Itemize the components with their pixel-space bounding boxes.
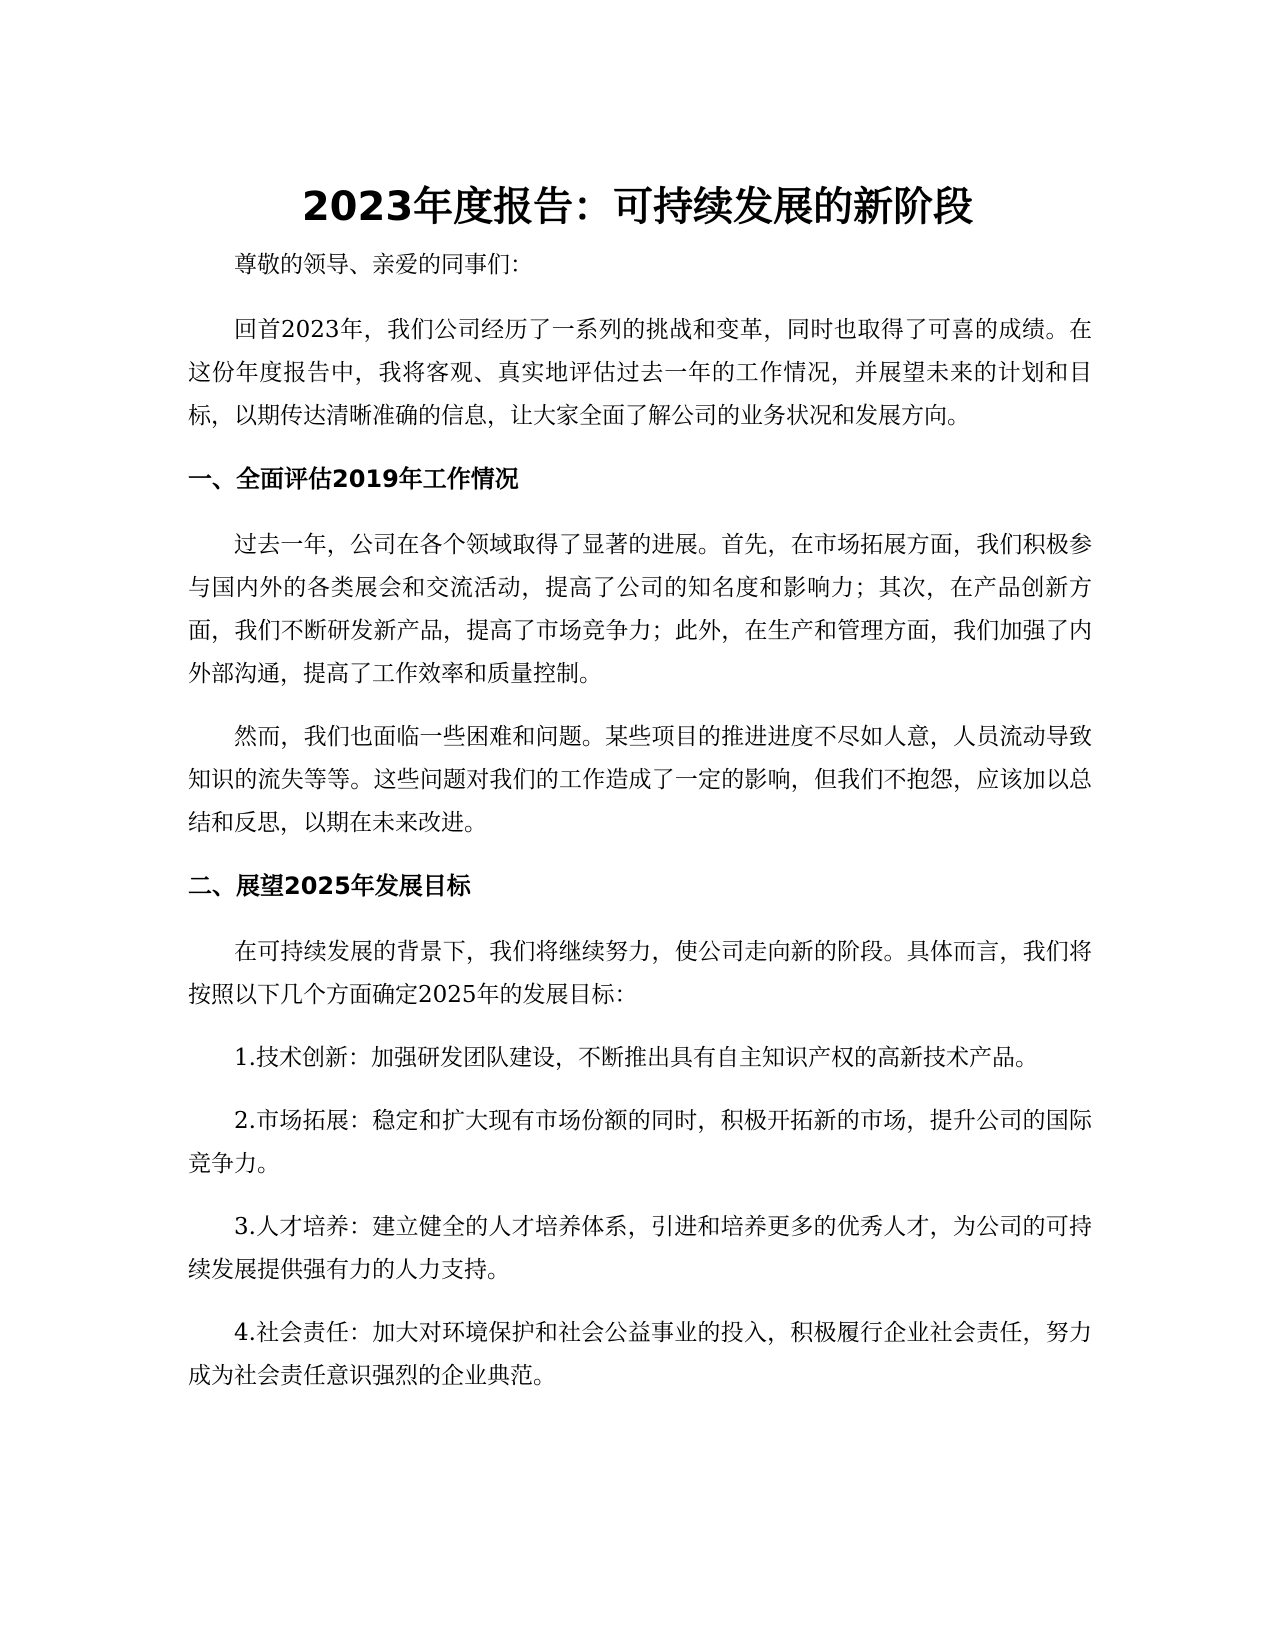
intro-paragraph: 回首2023年，我们公司经历了一系列的挑战和变革，同时也取得了可喜的成绩。在这份年度报告中，我将客观、真实地评估过去一年的工作情况，并展望未来的计划和目标，以期传达清晰准确的信息，让大家全面了解公司的业务状况和发展方向。: [188, 317, 1092, 429]
section-2-intro: 在可持续发展的背景下，我们将继续努力，使公司走向新的阶段。具体而言，我们将按照以下几个方面确定2025年的发展目标：: [188, 939, 1092, 1008]
goal-item: 2.市场拓展：稳定和扩大现有市场份额的同时，积极开拓新的市场，提升公司的国际竞争力。: [188, 1108, 1092, 1177]
section-2-heading: 二、展望2025年发展目标: [188, 872, 471, 900]
goal-item: 1.技术创新：加强研发团队建设，不断推出具有自主知识产权的高新技术产品。: [234, 1045, 1038, 1071]
section-1-paragraph: 然而，我们也面临一些困难和问题。某些项目的推进进度不尽如人意，人员流动导致知识的流失等等。这些问题对我们的工作造成了一定的影响，但我们不抱怨，应该加以总结和反思，以期在未来改进。: [188, 724, 1092, 836]
section-1-paragraph: 过去一年，公司在各个领域取得了显著的进展。首先，在市场拓展方面，我们积极参与国内外的各类展会和交流活动，提高了公司的知名度和影响力；其次，在产品创新方面，我们不断研发新产品，提高了市场竞争力；此外，在生产和管理方面，我们加强了内外部沟通，提高了工作效率和质量控制。: [188, 532, 1092, 687]
goal-item: 4.社会责任：加大对环境保护和社会公益事业的投入，积极履行企业社会责任，努力成为社会责任意识强烈的企业典范。: [188, 1320, 1092, 1389]
section-1-heading: 一、全面评估2019年工作情况: [188, 465, 519, 493]
document-body: [188, 244, 1092, 1418]
goal-item: 3.人才培养：建立健全的人才培养体系，引进和培养更多的优秀人才，为公司的可持续发展提供强有力的人力支持。: [188, 1214, 1092, 1283]
document-title: 2023年度报告：可持续发展的新阶段: [301, 183, 974, 230]
salutation: 尊敬的领导、亲爱的同事们：: [234, 252, 533, 278]
